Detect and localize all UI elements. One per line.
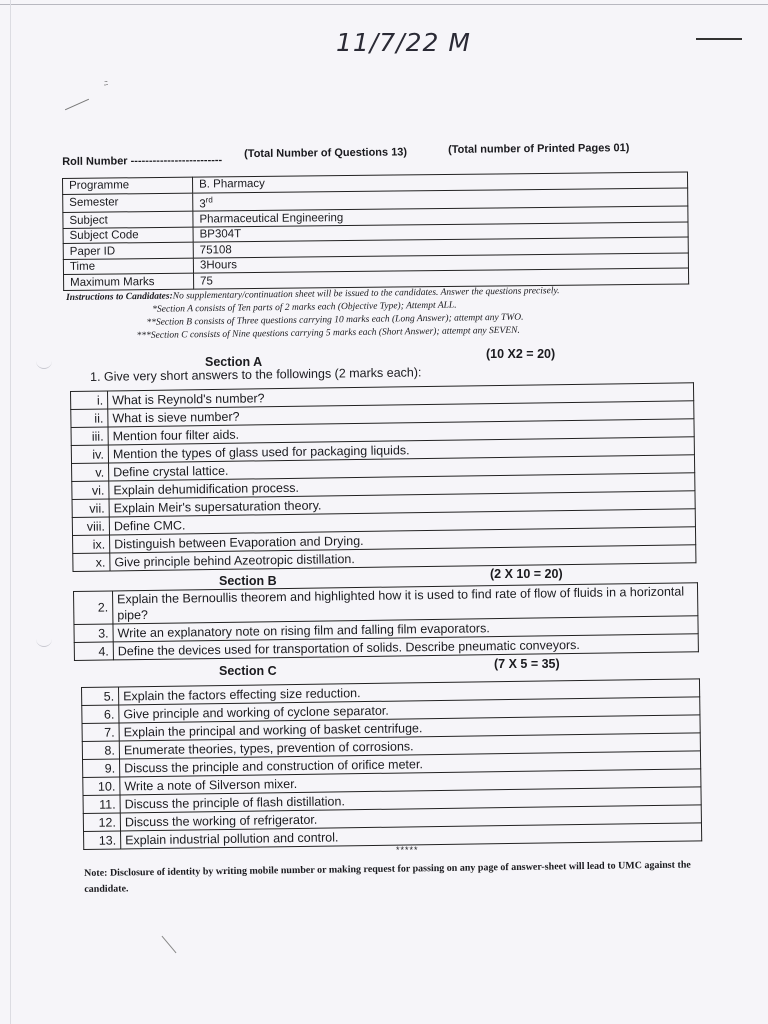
question-text: What is Reynold's number?: [108, 383, 694, 409]
handwritten-date: 11/7/22 M: [336, 28, 471, 57]
instruction-section-c: ***Section C consists of Nine questions carrying 5 marks each (Short Answer); attempt any SEVEN.: [136, 325, 520, 342]
question-1: 1. Give very short answers to the followings (2 marks each):: [90, 365, 422, 384]
section-a-marks: (10 X2 = 20): [486, 347, 556, 361]
info-label: Subject Code: [63, 227, 193, 244]
section-c-title: Section C: [219, 664, 277, 678]
section-a-title: Section A: [205, 355, 263, 369]
question-text: Explain Meir's supersaturation theory.: [109, 491, 695, 517]
question-text: Explain the principal and working of basket centrifuge.: [119, 715, 700, 741]
instructions-text: No supplementary/continuation sheet will be issued to the candidates. Answer the questions precisely.: [172, 286, 560, 302]
punch-hole: [36, 358, 52, 369]
section-b-title: Section B: [219, 574, 277, 588]
question-number: ii.: [71, 409, 108, 428]
instructions-label: Instructions to Candidates:: [66, 291, 173, 303]
question-number: 9.: [83, 759, 120, 778]
question-text: Discuss the principle and construction of orifice meter.: [120, 751, 701, 777]
question-number: 10.: [83, 777, 120, 796]
question-text: Explain the Bernoullis theorem and highlighted how it is used to find rate of flow of fluids in a horizontal pipe?: [113, 583, 698, 624]
punch-hole: [36, 636, 52, 647]
question-number: vi.: [72, 481, 109, 500]
question-number: ix.: [73, 535, 110, 554]
question-number: vii.: [72, 499, 109, 518]
info-value-text: 75: [200, 275, 213, 288]
pencil-tick: [65, 99, 89, 110]
section-a-table: [70, 382, 696, 572]
question-number: 5.: [82, 687, 119, 706]
section-c-table: [81, 678, 702, 850]
page-edge-left: [10, 0, 11, 1024]
question-number: iv.: [71, 445, 108, 464]
question-number: 13.: [84, 831, 121, 850]
question-text: Write an explanatory note on rising film and falling film evaporators.: [113, 616, 698, 642]
question-number: 7.: [82, 723, 119, 742]
question-text: Define the devices used for transportation of solids. Describe pneumatic conveyors.: [113, 634, 698, 660]
info-label: Time: [63, 258, 193, 275]
pencil-mark: ﾆ: [104, 79, 108, 88]
question-text: Distinguish between Evaporation and Drying.: [110, 527, 696, 553]
question-text: Enumerate theories, types, prevention of corrosions.: [119, 733, 700, 759]
question-number: 11.: [83, 795, 120, 814]
end-marker: *****: [396, 845, 419, 855]
pencil-scribble: [162, 936, 177, 953]
question-text: Mention the types of glass used for packaging liquids.: [108, 437, 694, 463]
info-value-sup: rd: [205, 194, 213, 204]
question-text: Give principle behind Azeotropic distillation.: [110, 545, 696, 571]
question-text: Give principle and working of cyclone separator.: [119, 697, 700, 723]
question-number: 2.: [74, 591, 113, 625]
question-number: 6.: [82, 705, 119, 724]
question-text: Explain the factors effecting size reduction.: [119, 679, 700, 705]
question-number: v.: [72, 463, 109, 482]
instruction-section-a: *Section A consists of Ten parts of 2 marks each (Objective Type); Attempt ALL.: [152, 300, 457, 315]
question-number: viii.: [72, 517, 109, 536]
total-pages: (Total number of Printed Pages 01): [447, 142, 630, 156]
question-text: What is sieve number?: [108, 401, 694, 427]
question-number: x.: [73, 553, 110, 572]
instructions: [66, 283, 687, 344]
info-value-text: 75108: [199, 243, 232, 257]
info-label: Maximum Marks: [64, 273, 194, 290]
handwritten-dash: [696, 38, 742, 40]
question-text: Explain industrial pollution and control.: [121, 823, 702, 849]
info-label: Paper ID: [63, 242, 193, 259]
question-text: Discuss the working of refrigerator.: [120, 805, 701, 831]
question-number: 4.: [74, 642, 113, 661]
info-label: Subject: [63, 211, 193, 228]
section-c-marks: (7 X 5 = 35): [494, 657, 560, 671]
total-questions: (Total Number of Questions 13): [244, 146, 408, 161]
exam-header: [62, 139, 702, 168]
question-number: iii.: [71, 427, 108, 446]
instruction-section-b: **Section B consists of Three questions carrying 10 marks each (Long Answer); attempt any TWO.: [146, 312, 524, 328]
question-text: Explain dehumidification process.: [109, 473, 695, 499]
section-b-table: [73, 582, 699, 661]
question-number: i.: [71, 391, 108, 410]
question-text: Define crystal lattice.: [109, 455, 695, 481]
question-text: Write a note of Silverson mixer.: [120, 769, 701, 795]
question-text: Define CMC.: [109, 509, 695, 535]
info-value-text: Pharmaceutical Engineering: [199, 211, 344, 226]
note: Note: Disclosure of identity by writing mobile number or making request for passing on any page of answer-sheet will lead to UMC against the candidate.: [84, 859, 691, 895]
page-edge: [0, 4, 768, 5]
info-value-text: B. Pharmacy: [199, 178, 265, 191]
info-label: Programme: [63, 177, 193, 194]
question-number: 3.: [74, 624, 113, 643]
info-value-text: 3Hours: [199, 259, 238, 272]
question-text: Mention four filter aids.: [108, 419, 694, 445]
exam-info-table: [62, 171, 689, 290]
info-value-text: 3: [199, 197, 206, 210]
info-label: Semester: [63, 193, 193, 213]
question-number: 8.: [82, 741, 119, 760]
question-text: Discuss the principle of flash distillation.: [120, 787, 701, 813]
section-b-marks: (2 X 10 = 20): [490, 567, 563, 581]
roll-number-field: Roll Number -------------------------: [62, 154, 223, 168]
question-number: 12.: [83, 813, 120, 832]
info-value-text: BP304T: [199, 228, 242, 241]
